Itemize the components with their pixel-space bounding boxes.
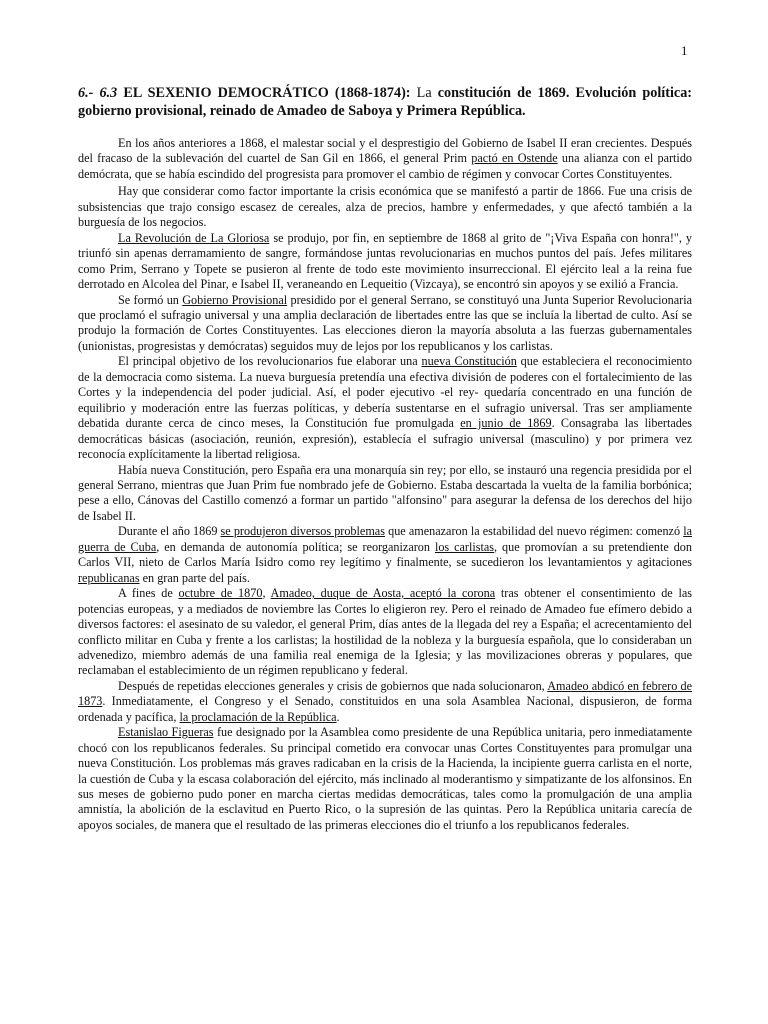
paragraph-text: Durante el año 1869 bbox=[118, 524, 221, 539]
underlined-phrase: Estanislao Figueras bbox=[118, 725, 214, 740]
page-number: 1 bbox=[681, 43, 688, 58]
paragraph-text: . Inmediatamente, el Congreso y el Senado, constituidos en una sola Asamblea Nacional, dispusieron, de forma ordenada y pacífica, bbox=[78, 694, 692, 724]
paragraph-text: , bbox=[262, 586, 271, 601]
paragraph-4 bbox=[78, 293, 692, 355]
paragraph-text: , que promovían a su pretendiente don Carlos VII, nieto de Carlos María Isidro como rey legítimo y finalmente, se sucedieron los levantamientos y agitaciones bbox=[78, 539, 692, 570]
paragraph-3 bbox=[78, 231, 692, 293]
underlined-phrase: Gobierno Provisional bbox=[182, 292, 288, 307]
document-body bbox=[78, 136, 692, 833]
paragraph-text: A fines de bbox=[118, 586, 179, 601]
paragraph-8 bbox=[78, 586, 692, 679]
section-heading bbox=[78, 84, 692, 120]
underlined-phrase: en junio de 1869 bbox=[460, 416, 552, 431]
paragraph-text: . bbox=[336, 709, 340, 724]
paragraph-7 bbox=[78, 524, 692, 586]
underlined-phrase: la proclamación de la República bbox=[179, 709, 337, 724]
paragraph-text: En los años anteriores a 1868, el malestar social y el desprestigio del Gobierno de Isabel II eran crecientes. Después del fracaso de la sublevación del cuartel de San Gil en 1866, el general Prim bbox=[78, 136, 692, 166]
paragraph-text: , en demanda de autonomía política; se reorganizaron bbox=[156, 539, 435, 554]
paragraph-text: una alianza con el partido demócrata, que se había escindido del progresista para promover el cambio de régimen y convocar Cortes Constituyentes. bbox=[78, 151, 693, 181]
paragraph-9 bbox=[78, 679, 692, 725]
heading-subtitle: constitución de 1869. Evolución política: gobierno provisional, reinado de Amadeo de Saboya y Primera República. bbox=[78, 85, 693, 119]
paragraph-2: Hay que considerar como factor importante la crisis económica que se manifestó a partir de 1866. Fue una crisis de subsistencias que trajo consigo escasez de cereales, alza de precios, hambre y enfermedades, y que afectó también a la burguesía de los negocios. bbox=[78, 184, 692, 230]
underlined-phrase: los carlistas bbox=[434, 539, 495, 554]
paragraph-10 bbox=[78, 725, 692, 833]
heading-title: EL SEXENIO DEMOCRÁTICO (1868-1874): bbox=[123, 85, 411, 101]
paragraph-text: en gran parte del país. bbox=[139, 570, 250, 585]
underlined-phrase: nueva Constitución bbox=[421, 354, 517, 369]
paragraph-text: fue designado por la Asamblea como presidente de una República unitaria, pero inmediatamente chocó con los republicanos federales. Su principal cometido era convocar unas Cortes Constituyentes para promulgar una nueva Constitución. Los problemas más graves radicaban en la crisis de la Hacienda, la incipiente guerra carlista en el norte, la cuestión de Cuba y la escasa colaboración del ejército, más inclinado al moderantismo y simpatizante de los alfonsinos. En sus meses de gobierno pudo poner en marcha ciertas medidas democráticas, tales como la promulgación de una amplia amnistía, la abolición de la esclavitud en Puerto Rico, o la supresión de las quintas. Pero la República unitaria carecía de apoyos sociales, de manera que el resultado de las primeras elecciones dio el triunfo a los republicanos federales. bbox=[78, 725, 692, 832]
underlined-phrase: republicanas bbox=[78, 570, 140, 585]
underlined-phrase: pactó en Ostende bbox=[471, 151, 558, 166]
paragraph-text: Se formó un bbox=[118, 292, 183, 307]
paragraph-5 bbox=[78, 354, 692, 462]
underlined-phrase: La Revolución de La Gloriosa bbox=[118, 230, 270, 245]
underlined-phrase: Amadeo abdicó en febrero de 1873 bbox=[78, 678, 693, 709]
paragraph-text: que estableciera el reconocimiento de la democracia como sistema. La nueva burguesía pretendía una efectiva división de poderes con el fortalecimiento de las Cortes y la independencia del poder judicial. Así, el poder ejecutivo -el rey- quedaría concentrado en una función de equilibrio y moderación entre las fuerzas políticas, y debería sustentarse en el sufragio universal. Tras ser ampliamente debatida durante cerca de cinco meses, la Constitución fue promulgada bbox=[78, 354, 692, 431]
paragraph-text: . Consagraba las libertades democráticas básicas (asociación, reunión, expresión), establecía el sufragio universal (masculino) y por primera vez reconocía explícitamente la libertad religiosa. bbox=[78, 416, 692, 462]
underlined-phrase: la guerra de Cuba bbox=[78, 524, 692, 554]
paragraph-text: Después de repetidas elecciones generales y crisis de gobiernos que nada solucionaron, bbox=[118, 678, 548, 693]
heading-connector: La bbox=[416, 85, 432, 101]
heading-number: 6.- 6.3 bbox=[78, 85, 118, 101]
underlined-phrase: Amadeo, duque de Aosta, aceptó la corona bbox=[270, 586, 496, 601]
paragraph-text: tras obtener el consentimiento de las potencias europeas, y a mediados de noviembre las Cortes lo eligieron rey. Pero el reinado de Amadeo fue efímero debido a diversos factores: el asesinato de su valedor, el general Prim, días antes de la llegada del rey a España; el acrecentamiento del conflicto militar en Cuba y frente a los carlistas; la hostilidad de la nobleza y la burguesía española, que lo consideraban un advenedizo, miembro además de una familia real enemiga de la Iglesia; y las movilizaciones obreras y populares, que reclamaban el establecimiento de un régimen republicano y federal. bbox=[78, 586, 692, 678]
paragraph-6: Había nueva Constitución, pero España era una monarquía sin rey; por ello, se instauró una regencia presidida por el general Serrano, mientras que Juan Prim fue nombrado jefe de Gobierno. Estaba descartada la vuelta de la familia borbónica; pese a ello, Cánovas del Castillo comenzó a formar un partido "alfonsino" para asegurar la defensa de los derechos del hijo de Isabel II. bbox=[78, 462, 692, 523]
paragraph-1 bbox=[78, 136, 692, 182]
underlined-phrase: octubre de 1870 bbox=[178, 586, 263, 601]
paragraph-text: presidido por el general Serrano, se constituyó una Junta Superior Revolucionaria que proclamó el sufragio universal y una amplia declaración de libertades entre las que se incluía la libertad de culto. Así se produjo la formación de Cortes Constituyentes. Las elecciones dieron la mayoría absoluta a las fuerzas gubernamentales (unionistas, progresistas y demócratas) seguidos muy de lejos por los republicanos y los carlistas. bbox=[78, 292, 692, 353]
paragraph-text: se produjo, por fin, en septiembre de 1868 al grito de "¡Viva España con honra!", y triunfó sin apenas derramamiento de sangre, formándose juntas revolucionarias en muchos puntos del país. Jefes militares como Prim, Serrano y Topete se pusieron al frente de todo este movimiento insurreccional. El ejército leal a la reina fue derrotado en Alcolea del Pinar, e Isabel II, veraneando en Lequeitio (Vizcaya), se encontró sin apoyos y se exilió a Francia. bbox=[78, 230, 692, 292]
paragraph-text: que amenazaron la estabilidad del nuevo régimen: comenzó bbox=[384, 524, 684, 539]
underlined-phrase: se produjeron diversos problemas bbox=[220, 524, 385, 539]
paragraph-text: El principal objetivo de los revolucionarios fue elaborar una bbox=[118, 354, 422, 369]
